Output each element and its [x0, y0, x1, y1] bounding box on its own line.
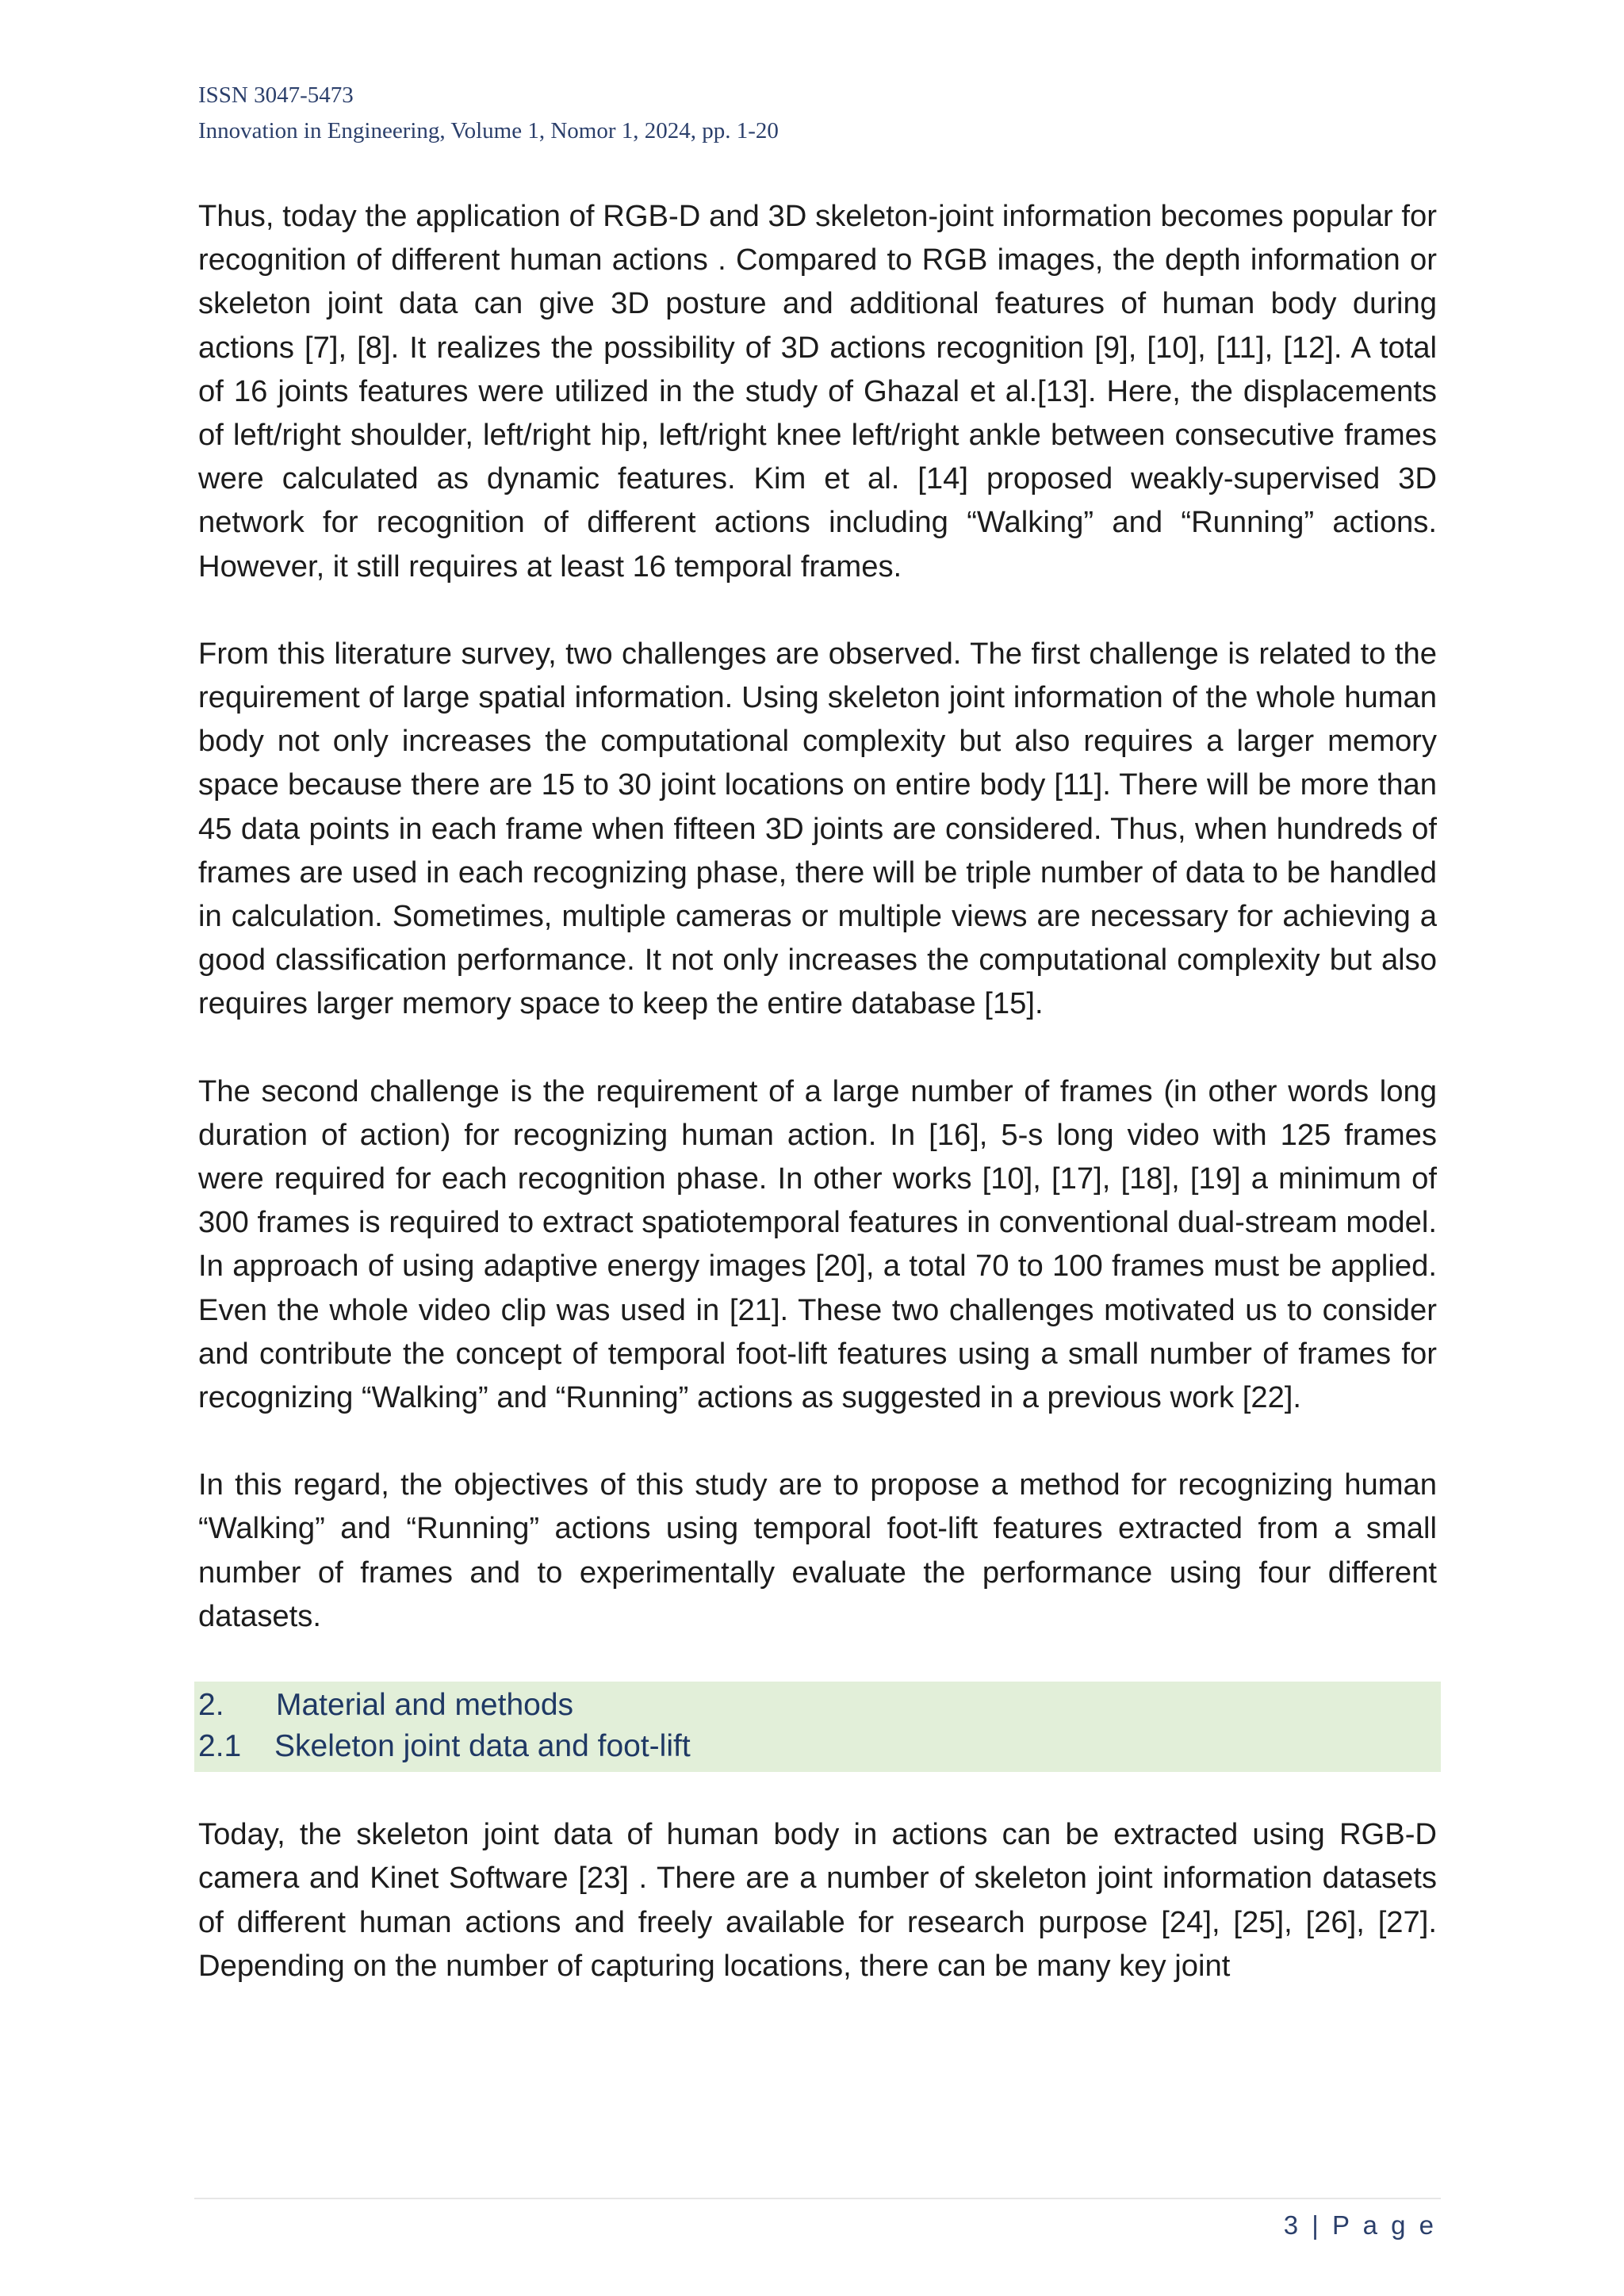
- journal-citation-line: Innovation in Engineering, Volume 1, Nomor 1, 2024, pp. 1-20: [198, 118, 779, 144]
- section-heading: [198, 1685, 1437, 1726]
- subsection-title: Skeleton joint data and foot-lift: [274, 1729, 691, 1764]
- paragraph-first-challenge: From this literature survey, two challenges are observed. The first challenge is related to the requirement of large spatial information. Using skeleton joint information of the whole human body not only increases the computational complexity but also requires a larger memory space because there are 15 to 30 joint locations on entire body [11]. There will be more than 45 data points in each frame when fifteen 3D joints are considered. Thus, when hundreds of frames are used in each recognizing phase, there will be triple number of data to be handled in calculation. Sometimes, multiple cameras or multiple views are necessary for achieving a good classification performance. It not only increases the computational complexity but also requires larger memory space to keep the entire database [15].: [198, 636, 1437, 1021]
- paragraph-second-challenge: The second challenge is the requirement of a large number of frames (in other words long duration of action) for recognizing human action. In [16], 5-s long video with 125 frames were required for each recognition phase. In other works [10], [17], [18], [19] a minimum of 300 frames is required to extract spatiotemporal features in conventional dual-stream model. In approach of using adaptive energy images [20], a total 70 to 100 frames must be applied. Even the whole video clip was used in [21]. These two challenges motivated us to consider and contribute the concept of temporal foot-lift features using a small number of frames for recognizing “Walking” and “Running” actions as suggested in a previous work [22].: [198, 1073, 1437, 1415]
- subsection-number: 2.1: [198, 1729, 242, 1764]
- issn-line: ISSN 3047-5473: [198, 82, 354, 108]
- paragraph-rgbd-skeleton: Thus, today the application of RGB-D and 3D skeleton-joint information becomes popular for recognition of different human actions . Compared to RGB images, the depth information or skeleton joint data can give 3D posture and additional features of human body during actions [7], [8]. It realizes the possibility of 3D actions recognition [9], [10], [11], [12]. A total of 16 joints features were utilized in the study of Ghazal et al.[13]. Here, the displacements of left/right shoulder, left/right hip, left/right knee left/right ankle between consecutive frames were calculated as dynamic features. Kim et al. [14] proposed weakly-supervised 3D network for recognition of different actions including “Walking” and “Running” actions. However, it still requires at least 16 temporal frames.: [198, 199, 1437, 584]
- journal-header: [198, 78, 779, 149]
- paragraph-skeleton-joint-data: Today, the skeleton joint data of human body in actions can be extracted using RGB-D camera and Kinet Software [23] . There are a number of skeleton joint information datasets of different human actions and freely available for research purpose [24], [25], [26], [27]. Depending on the number of capturing locations, there can be many key joint: [198, 1817, 1437, 1983]
- section-heading-box: [194, 1682, 1441, 1772]
- section-number: 2.: [198, 1688, 224, 1723]
- body-content: [198, 194, 1437, 2031]
- page-number: 3 | P a g e: [1283, 2210, 1437, 2240]
- footer-divider: [194, 2198, 1441, 2199]
- paragraph-objectives: In this regard, the objectives of this study are to propose a method for recognizing human “Walking” and “Running” actions using temporal foot-lift features extracted from a small number of frames and to experimentally evaluate the performance using four different datasets.: [198, 1468, 1437, 1633]
- subsection-heading: [198, 1726, 1437, 1767]
- section-title: Material and methods: [276, 1688, 574, 1723]
